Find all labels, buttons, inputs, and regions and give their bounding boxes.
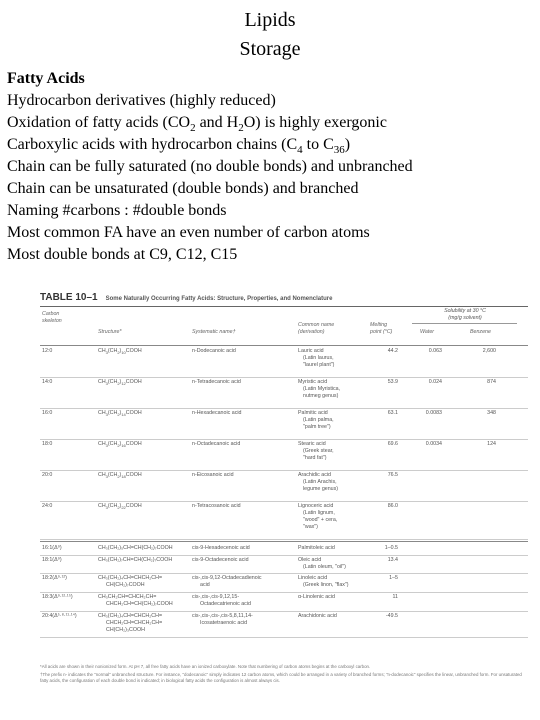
cell-water: 0.0034 xyxy=(425,441,442,447)
cell-systematic: n-Tetradecanoic acid xyxy=(192,379,241,385)
cell-structure xyxy=(98,348,142,356)
b2-post: O) is highly exergonic xyxy=(243,114,387,131)
table-row xyxy=(40,346,528,378)
common-2: (Latin oleum, "oil") xyxy=(303,564,346,570)
s-s3: 12 xyxy=(121,381,126,387)
cell-skeleton: 18:1(Δ⁹) xyxy=(42,557,62,563)
cell-structure xyxy=(98,594,173,608)
s-b: (CH xyxy=(107,348,118,354)
slide-title xyxy=(0,0,540,64)
s-s3: 10 xyxy=(121,350,126,356)
cell-water: 0.0083 xyxy=(425,410,442,416)
table-body xyxy=(40,346,528,654)
cell-systematic: cis-9-Octadecenoic acid xyxy=(192,557,249,563)
table-row xyxy=(40,611,528,638)
cell-melting: 1–5 xyxy=(389,575,398,581)
s-s1: 3 xyxy=(105,412,108,418)
fatty-acid-table xyxy=(40,292,528,683)
common-4: "wax") xyxy=(303,524,318,530)
struct-2: CHCH₂CH=CHCH₂CH= xyxy=(106,620,163,626)
common-2: (Greek stear, xyxy=(303,448,334,454)
sys-2: acid xyxy=(200,582,210,588)
s-a: CH xyxy=(98,441,106,447)
cell-structure xyxy=(98,410,142,418)
s-c: COOH xyxy=(125,503,142,509)
s-s2: 2 xyxy=(117,412,120,418)
s-b2: ) xyxy=(119,348,122,354)
struct-1: CH₃(CH₂)₄CH=CHCH₂CH= xyxy=(98,575,163,581)
cell-common xyxy=(298,557,346,571)
s-s3: 16 xyxy=(121,443,126,449)
header-skeleton-2: skeleton xyxy=(42,318,62,324)
table-footnotes xyxy=(40,664,528,686)
table-number: TABLE 10–1 xyxy=(40,292,98,303)
common-1: Arachidic acid xyxy=(298,472,331,478)
cell-structure xyxy=(98,613,162,634)
cell-melting: -49.5 xyxy=(385,613,398,619)
common-2: (Latin lignum, xyxy=(303,510,335,516)
bullet-2 xyxy=(7,112,540,134)
bullet-list xyxy=(7,68,540,266)
cell-structure xyxy=(98,472,142,480)
common-1: Lignoceric acid xyxy=(298,503,334,509)
common-1: Lauric acid xyxy=(298,348,324,354)
s-s3: 22 xyxy=(121,505,126,511)
s-b: (CH xyxy=(107,472,118,478)
s-s1: 3 xyxy=(105,505,108,511)
header-water: Water xyxy=(420,329,435,335)
s-s2: 2 xyxy=(117,474,120,480)
header-mp-1: Melting xyxy=(370,322,388,328)
common-2: (Latin palma, xyxy=(303,417,334,423)
common-1: Palmitic acid xyxy=(298,410,328,416)
sys-1: cis-,cis-,cis-9,12,15- xyxy=(192,594,240,600)
b2-sub1: 2 xyxy=(190,122,196,135)
cell-skeleton: 24:0 xyxy=(42,503,53,509)
cell-water: 0.063 xyxy=(428,348,442,354)
s-c: COOH xyxy=(125,379,142,385)
s-b: (CH xyxy=(107,379,118,385)
s-s2: 2 xyxy=(117,350,120,356)
common-3: legume genus) xyxy=(303,486,339,492)
s-s1: 3 xyxy=(105,350,108,356)
header-mp-2: point (°C) xyxy=(370,329,393,335)
table-row xyxy=(40,377,528,409)
cell-common: Arachidonic acid xyxy=(298,613,337,619)
footnote-1: *All acids are shown in their nonionized form. At pH 7, all free fatty acids have an ionized carboxylate. Note that numbering of carbon atoms begins at the carboxyl carbon. xyxy=(40,664,371,669)
header-benzene: Benzene xyxy=(470,329,491,335)
cell-common xyxy=(298,348,334,369)
s-c: COOH xyxy=(125,348,142,354)
cell-systematic: cis-9-Hexadecenoic acid xyxy=(192,545,250,551)
b3-mid: to C xyxy=(302,136,334,153)
common-2: (Greek linon, "flax") xyxy=(303,582,349,588)
common-1: Linoleic acid xyxy=(298,575,328,581)
header-solubility xyxy=(410,308,520,322)
s-s2: 2 xyxy=(117,443,120,449)
s-a: CH xyxy=(98,410,106,416)
bullet-3 xyxy=(7,134,540,156)
header-common-2: (derivation) xyxy=(298,329,325,335)
sys-1: cis-,cis-,cis-,cis-5,8,11,14- xyxy=(192,613,253,619)
cell-skeleton: 20:4(Δ⁵·⁸·¹¹·¹⁴) xyxy=(42,613,77,619)
cell-systematic xyxy=(192,575,261,589)
header-structure: Structure* xyxy=(98,329,122,335)
s-c: COOH xyxy=(125,410,142,416)
cell-skeleton: 16:0 xyxy=(42,410,53,416)
cell-benzene: 348 xyxy=(487,410,496,416)
solubility-rule xyxy=(412,323,517,324)
table-row xyxy=(40,592,528,612)
s-s1: 3 xyxy=(105,474,108,480)
cell-melting: 11 xyxy=(392,594,398,600)
cell-melting: 76.5 xyxy=(387,472,398,478)
s-s2: 2 xyxy=(117,505,120,511)
cell-structure xyxy=(98,441,142,449)
header-common-1: Common name xyxy=(298,322,335,328)
cell-skeleton: 18:0 xyxy=(42,441,53,447)
cell-structure xyxy=(98,575,162,589)
cell-skeleton: 14:0 xyxy=(42,379,53,385)
cell-common xyxy=(298,575,349,589)
sys-2: Octadecatrienoic acid xyxy=(200,601,251,607)
section-divider xyxy=(40,541,528,542)
footnote-2: †The prefix n- indicates the "normal" unbranched structure. For instance, "dodecanoic" simply indicates 12 carbon atoms, which could be arranged in a variety of branched forms; "n-dodecanoic" specifies the linear, unbranched form. For unsaturated fatty acids, the configuration of each double bond is indicated; in biological fatty acids the configuration is almost always cis. xyxy=(40,672,522,683)
b3-pre: Carboxylic acids with hydrocarbon chains (C xyxy=(7,136,298,153)
struct-2: CH(CH₂)₇COOH xyxy=(106,582,145,588)
section-heading: Fatty Acids xyxy=(7,70,85,87)
common-2: (Latin Myristica, xyxy=(303,386,341,392)
sys-2: Icosatetraenoic acid xyxy=(200,620,248,626)
struct-1: CH₃(CH₂)₄CH=CHCH₂CH= xyxy=(98,613,163,619)
common-3: "wood" + cera, xyxy=(303,517,338,523)
cell-melting: 53.9 xyxy=(387,379,398,385)
s-c: COOH xyxy=(125,472,142,478)
cell-melting: 86.0 xyxy=(387,503,398,509)
s-c: COOH xyxy=(125,441,142,447)
struct-3: CH(CH₂)₃COOH xyxy=(106,627,145,633)
s-b: (CH xyxy=(107,503,118,509)
header-common xyxy=(298,322,334,336)
cell-melting: 63.1 xyxy=(387,410,398,416)
common-3: "laurel plant") xyxy=(303,362,335,368)
cell-skeleton: 16:1(Δ⁹) xyxy=(42,545,62,551)
s-b: (CH xyxy=(107,410,118,416)
sys-1: cis-,cis-9,12-Octadecadienoic xyxy=(192,575,262,581)
header-systematic: Systematic name† xyxy=(192,329,236,335)
cell-skeleton: 18:2(Δ⁹·¹²) xyxy=(42,575,67,581)
cell-skeleton: 20:0 xyxy=(42,472,53,478)
cell-benzene: 2,600 xyxy=(482,348,496,354)
table-row xyxy=(40,439,528,471)
s-b2: ) xyxy=(119,379,122,385)
cell-benzene: 874 xyxy=(487,379,496,385)
common-1: Oleic acid xyxy=(298,557,322,563)
s-b2: ) xyxy=(119,503,122,509)
b2-sub2: 2 xyxy=(238,122,244,135)
cell-systematic xyxy=(192,613,253,627)
cell-common: α-Linolenic acid xyxy=(298,594,335,600)
bullet-5: Chain can be unsaturated (double bonds) and branched xyxy=(7,180,359,197)
header-sol-2: (mg/g solvent) xyxy=(448,315,482,321)
table-row xyxy=(40,501,528,540)
bullet-6: Naming #carbons : #double bonds xyxy=(7,202,227,219)
header-skeleton xyxy=(42,311,62,325)
table-caption: Some Naturally Occurring Fatty Acids: Structure, Properties, and Nomenclature xyxy=(105,296,333,302)
cell-common xyxy=(298,441,334,462)
bullet-1: Hydrocarbon derivatives (highly reduced) xyxy=(7,92,276,109)
s-b2: ) xyxy=(119,410,122,416)
s-a: CH xyxy=(98,379,106,385)
b2-mid: and H xyxy=(195,114,239,131)
b3-sub2: 36 xyxy=(333,144,345,157)
b2-pre: Oxidation of fatty acids (CO xyxy=(7,114,191,131)
cell-melting: 69.6 xyxy=(387,441,398,447)
common-2: (Latin laurus, xyxy=(303,355,334,361)
cell-systematic: n-Tetracosanoic acid xyxy=(192,503,241,509)
s-b: (CH xyxy=(107,441,118,447)
cell-melting: 13.4 xyxy=(387,557,398,563)
cell-systematic: n-Eicosanoic acid xyxy=(192,472,234,478)
table-row xyxy=(40,408,528,440)
cell-benzene: 124 xyxy=(487,441,496,447)
table-row xyxy=(40,555,528,574)
header-melting xyxy=(370,322,392,336)
cell-common xyxy=(298,503,337,531)
table-row xyxy=(40,470,528,502)
title-line-2: Storage xyxy=(239,38,301,60)
s-s1: 3 xyxy=(105,443,108,449)
header-sol-1: Solubility at 30 °C xyxy=(444,308,486,314)
cell-systematic xyxy=(192,594,251,608)
struct-1: CH₃CH₂CH=CHCH₂CH= xyxy=(98,594,157,600)
table-header xyxy=(40,307,528,346)
common-3: "palm tree") xyxy=(303,424,331,430)
s-b2: ) xyxy=(119,472,122,478)
cell-structure: CH₃(CH₂)₅CH=CH(CH₂)₇COOH xyxy=(98,545,173,551)
cell-skeleton: 18:3(Δ⁹·¹²·¹⁵) xyxy=(42,594,73,600)
cell-common xyxy=(298,472,338,493)
header-skeleton-1: Carbon xyxy=(42,311,60,317)
bullet-4: Chain can be fully saturated (no double bonds) and unbranched xyxy=(7,158,413,175)
cell-common: Palmitoleic acid xyxy=(298,545,335,551)
s-s3: 14 xyxy=(121,412,126,418)
s-a: CH xyxy=(98,503,106,509)
s-s3: 18 xyxy=(121,474,126,480)
common-1: Myristic acid xyxy=(298,379,328,385)
struct-2: CHCH₂CH=CH(CH₂)₇COOH xyxy=(106,601,173,607)
cell-skeleton: 12:0 xyxy=(42,348,53,354)
bullet-7: Most common FA have an even number of carbon atoms xyxy=(7,224,370,241)
cell-melting: 44.2 xyxy=(387,348,398,354)
title-line-1: Lipids xyxy=(244,9,296,31)
common-3: "hard fat") xyxy=(303,455,327,461)
cell-melting: 1–0.5 xyxy=(384,545,398,551)
cell-systematic: n-Hexadecanoic acid xyxy=(192,410,242,416)
table-title xyxy=(40,292,528,307)
s-s1: 3 xyxy=(105,381,108,387)
cell-structure: CH₃(CH₂)₇CH=CH(CH₂)₇COOH xyxy=(98,557,173,563)
s-b2: ) xyxy=(119,441,122,447)
cell-structure xyxy=(98,379,142,387)
bullet-8: Most double bonds at C9, C12, C15 xyxy=(7,246,238,263)
common-2: (Latin Arachis, xyxy=(303,479,337,485)
cell-common xyxy=(298,410,334,431)
common-3: nutmeg genus) xyxy=(303,393,339,399)
cell-water: 0.024 xyxy=(428,379,442,385)
b3-sub1: 4 xyxy=(297,144,303,157)
cell-structure xyxy=(98,503,142,511)
cell-systematic: n-Octadecanoic acid xyxy=(192,441,241,447)
s-a: CH xyxy=(98,348,106,354)
table-row xyxy=(40,573,528,593)
s-a: CH xyxy=(98,472,106,478)
s-s2: 2 xyxy=(117,381,120,387)
common-1: Stearic acid xyxy=(298,441,326,447)
b3-post: ) xyxy=(344,136,351,153)
cell-systematic: n-Dodecanoic acid xyxy=(192,348,236,354)
cell-common xyxy=(298,379,340,400)
